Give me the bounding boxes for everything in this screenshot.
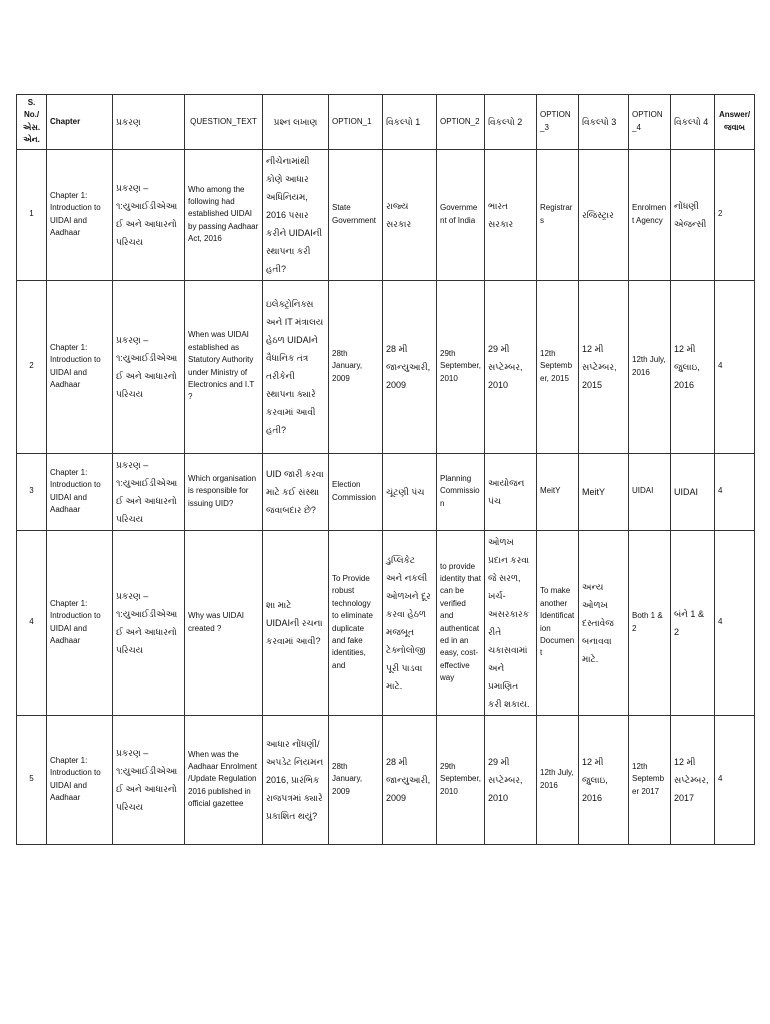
cell-chapter: Chapter 1: Introduction to UIDAI and Aadhaar	[47, 530, 113, 715]
cell-vikalp-4: 12 મી સપ્ટેમ્બર, 2017	[671, 715, 715, 844]
header-option-2: OPTION_2	[437, 95, 485, 150]
cell-chapter: Chapter 1: Introduction to UIDAI and Aadhaar	[47, 280, 113, 453]
header-option-3: OPTION_3	[537, 95, 579, 150]
cell-prashna: આધાર નોંધણી/અપડેટ નિયમન 2016, પ્રારંભિક રાજપત્રમાં ક્યારે પ્રકાશિત થયું?	[263, 715, 329, 844]
cell-answer: 4	[715, 280, 755, 453]
header-row	[17, 95, 755, 150]
cell-vikalp-1: 28 મી જાન્યુઆરી, 2009	[383, 280, 437, 453]
table-row	[17, 280, 755, 453]
cell-prashna: ઇલેક્ટ્રોનિક્સ અને IT મંત્રાલય હેઠળ UIDAIને વૈધાનિક તંત્ર તરીકેની સ્થાપના ક્યારે કરવામાં આવી હતી?	[263, 280, 329, 453]
cell-vikalp-2: ભારત સરકાર	[485, 149, 537, 280]
cell-option-3: Registrars	[537, 149, 579, 280]
cell-vikalp-4: 12 મી જુલાઇ, 2016	[671, 280, 715, 453]
cell-prakaran: પ્રકરણ – ૧:યુઆઈડીએઆઈ અને આધારનો પરિચય	[113, 530, 185, 715]
header-vikalp-3: વિકલ્પો 3	[579, 95, 629, 150]
cell-option-4: Both 1 & 2	[629, 530, 671, 715]
cell-question-text: When was UIDAI established as Statutory Authority under Ministry of Electronics and I.T ?	[185, 280, 263, 453]
cell-vikalp-3: 12 મી જુલાઇ, 2016	[579, 715, 629, 844]
cell-option-1: State Government	[329, 149, 383, 280]
cell-vikalp-2: ઓળખ પ્રદાન કરવા જે સરળ, ખર્ચ-અસરકારક રીતે ચકાસવામાં અને પ્રમાણિત કરી શકાય.	[485, 530, 537, 715]
cell-option-3: To make another Identification Document	[537, 530, 579, 715]
cell-answer: 4	[715, 530, 755, 715]
cell-vikalp-2: 29 મી સપ્ટેમ્બર, 2010	[485, 280, 537, 453]
cell-vikalp-2: આયોજન પંચ	[485, 453, 537, 530]
cell-prakaran: પ્રકરણ – ૧:યુઆઈડીએઆઈ અને આધારનો પરિચય	[113, 280, 185, 453]
cell-vikalp-3: MeitY	[579, 453, 629, 530]
cell-option-4: 12th July, 2016	[629, 280, 671, 453]
cell-vikalp-1: રાજ્ય સરકાર	[383, 149, 437, 280]
cell-vikalp-1: ચૂંટણી પંચ	[383, 453, 437, 530]
cell-chapter: Chapter 1: Introduction to UIDAI and Aadhaar	[47, 453, 113, 530]
cell-option-1: 28th January, 2009	[329, 280, 383, 453]
header-option-1: OPTION_1	[329, 95, 383, 150]
cell-option-2: 29th September, 2010	[437, 715, 485, 844]
cell-question-text: When was the Aadhaar Enrolment /Update Regulation 2016 published in official gazettee	[185, 715, 263, 844]
cell-option-3: 12th July, 2016	[537, 715, 579, 844]
table-row	[17, 453, 755, 530]
table-row	[17, 715, 755, 844]
cell-vikalp-3: રજિસ્ટ્રાર	[579, 149, 629, 280]
cell-prashna: શા માટે UIDAIની રચના કરવામાં આવી?	[263, 530, 329, 715]
cell-sno: 2	[17, 280, 47, 453]
cell-vikalp-3: અન્ય ઓળખ દસ્તાવેજ બનાવવા માટે.	[579, 530, 629, 715]
cell-prakaran: પ્રકરણ – ૧:યુઆઈડીએઆઈ અને આધારનો પરિચય	[113, 715, 185, 844]
cell-sno: 3	[17, 453, 47, 530]
cell-option-2: 29th September, 2010	[437, 280, 485, 453]
cell-option-4: UIDAI	[629, 453, 671, 530]
header-vikalp-4: વિકલ્પો 4	[671, 95, 715, 150]
cell-option-4: Enrolment Agency	[629, 149, 671, 280]
cell-vikalp-1: ડુપ્લિકેટ અને નકલી ઓળખને દૂર કરવા હેઠળ મજબૂત ટેક્નોલોજી પૂરી પાડવા માટે.	[383, 530, 437, 715]
cell-answer: 4	[715, 453, 755, 530]
header-answer: Answer/જવાબ	[715, 95, 755, 150]
cell-option-2: to provide identity that can be verified and authenticated in an easy, cost-effective way	[437, 530, 485, 715]
question-table	[16, 94, 755, 845]
cell-prakaran: પ્રકરણ – ૧:યુઆઈડીએઆઈ અને આધારનો પરિચય	[113, 453, 185, 530]
cell-option-1: Election Commission	[329, 453, 383, 530]
cell-question-text: Who among the following had established UIDAI by passing Aadhaar Act, 2016	[185, 149, 263, 280]
cell-chapter: Chapter 1: Introduction to UIDAI and Aadhaar	[47, 149, 113, 280]
cell-answer: 2	[715, 149, 755, 280]
cell-option-2: Government of India	[437, 149, 485, 280]
cell-sno: 4	[17, 530, 47, 715]
cell-option-1: To Provide robust technology to eliminate duplicate and fake identities, and	[329, 530, 383, 715]
cell-sno: 1	[17, 149, 47, 280]
cell-vikalp-3: 12 મી સપ્ટેમ્બર, 2015	[579, 280, 629, 453]
cell-question-text: Why was UIDAI created ?	[185, 530, 263, 715]
cell-sno: 5	[17, 715, 47, 844]
cell-option-4: 12th September 2017	[629, 715, 671, 844]
cell-option-3: 12th September, 2015	[537, 280, 579, 453]
header-vikalp-2: વિકલ્પો 2	[485, 95, 537, 150]
cell-chapter: Chapter 1: Introduction to UIDAI and Aadhaar	[47, 715, 113, 844]
cell-vikalp-4: બંને 1 & 2	[671, 530, 715, 715]
table-row	[17, 149, 755, 280]
cell-option-2: Planning Commission	[437, 453, 485, 530]
header-vikalp-1: વિકલ્પો 1	[383, 95, 437, 150]
table-row	[17, 530, 755, 715]
cell-option-3: MeitY	[537, 453, 579, 530]
header-question-text: QUESTION_TEXT	[185, 95, 263, 150]
cell-vikalp-4: નોંધણી એજન્સી	[671, 149, 715, 280]
header-sno: S. No./એસ. એન.	[17, 95, 47, 150]
header-chapter: Chapter	[47, 95, 113, 150]
cell-vikalp-2: 29 મી સપ્ટેમ્બર, 2010	[485, 715, 537, 844]
cell-vikalp-1: 28 મી જાન્યુઆરી, 2009	[383, 715, 437, 844]
header-option-4: OPTION_4	[629, 95, 671, 150]
cell-question-text: Which organisation is responsible for issuing UID?	[185, 453, 263, 530]
cell-vikalp-4: UIDAI	[671, 453, 715, 530]
cell-option-1: 28th January, 2009	[329, 715, 383, 844]
header-prashna: પ્રશ્ન લખાણ	[263, 95, 329, 150]
header-prakaran: પ્રકરણ	[113, 95, 185, 150]
cell-prashna: નીચેનામાંથી કોણે આધાર અધિનિયમ, 2016 પસાર કરીને UIDAIની સ્થાપના કરી હતી?	[263, 149, 329, 280]
cell-prakaran: પ્રકરણ – ૧:યુઆઈડીએઆઈ અને આધારનો પરિચય	[113, 149, 185, 280]
cell-prashna: UID જારી કરવા માટે કઈ સંસ્થા જવાબદાર છે?	[263, 453, 329, 530]
cell-answer: 4	[715, 715, 755, 844]
